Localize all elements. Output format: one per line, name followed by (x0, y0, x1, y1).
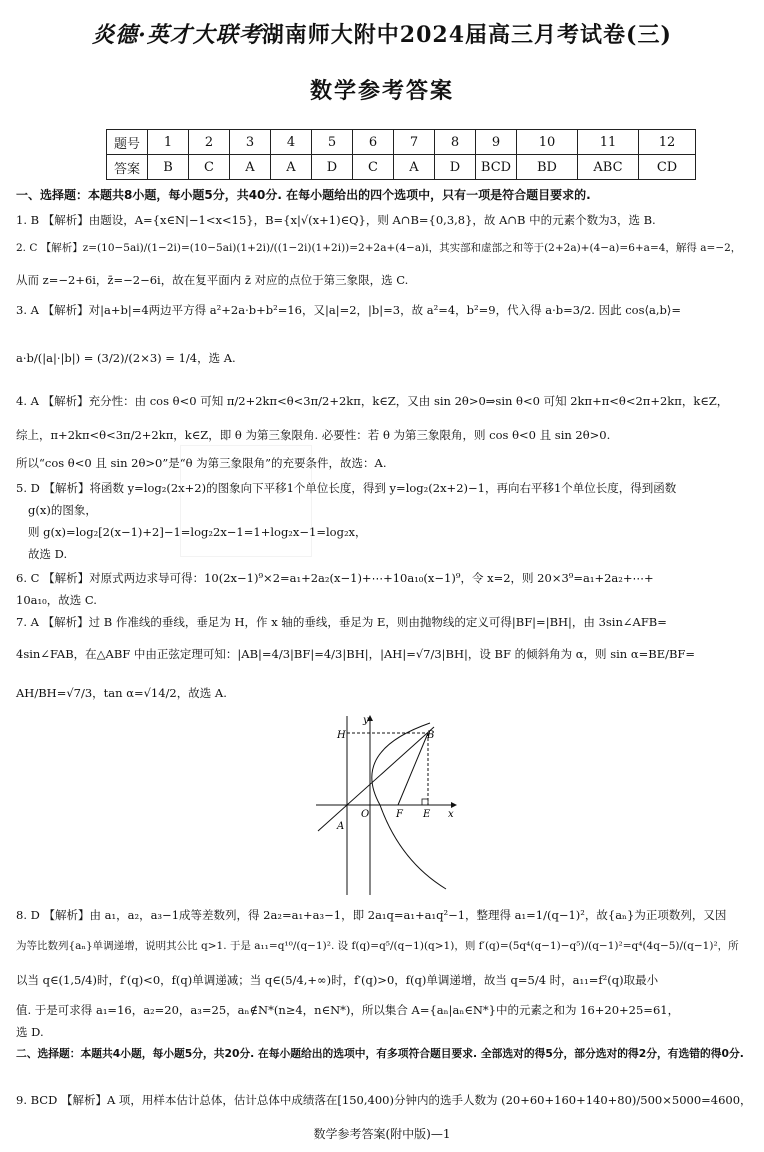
answer-cell: ABC (578, 155, 639, 180)
solution-9: 9. BCD 【解析】A 项，用样本估计总体，估计总体中成绩落在[150,400)分钟内的选手人数为 (20+60+160+140+80)/500×5000=4600， (16, 1093, 752, 1107)
answer-cell: A (230, 155, 271, 180)
answer-cell: BD (517, 155, 578, 180)
solution-8-line-4: 值. 于是可求得 a₁=16，a₂=20，a₃=25，aₙ∉N*(n≥4，n∈N*)，所以集合 A={aₙ|aₙ∈N*}中的元素之和为 16+20+25=61， (16, 1003, 680, 1017)
answer-cell: C (353, 155, 394, 180)
question-number-cell: 10 (517, 130, 578, 155)
parabola-curve (372, 723, 446, 889)
label-o: O (361, 809, 370, 820)
row-label-answer: 答案 (107, 155, 148, 180)
solution-2-line-2: 从而 z=−2+6i，z̄=−2−6i，故在复平面内 z̄ 对应的点位于第三象限，选 C. (16, 273, 409, 287)
solution-5-line-4: 故选 D. (28, 547, 68, 561)
solution-6-line-2: 10a₁₀，故选 C. (16, 593, 97, 607)
line-ab (318, 727, 434, 831)
label-e: E (423, 809, 431, 820)
answer-cell: C (189, 155, 230, 180)
solution-1: 1. B 【解析】由题设，A={x∈N|−1<x<15}，B={x|√(x+1)∈Q}，则 A∩B={0,3,8}，故 A∩B 中的元素个数为3，选 B. (16, 213, 656, 227)
answer-cell: B (148, 155, 189, 180)
solution-8-line-2: 为等比数列{aₙ}单调递增，说明其公比 q>1. 于是 a₁₁=q¹⁰/(q−1)². 设 f(q)=q⁵/(q−1)(q>1)，则 f′(q)=(5q⁴(q−1)−q⁵)/(q−1)²=q⁴(4q−5)/(q−1)²，所 (16, 940, 739, 952)
label-a: A (337, 821, 345, 832)
solution-7-line-1: 7. A 【解析】过 B 作准线的垂线，垂足为 H，作 x 轴的垂线，垂足为 E，则由抛物线的定义可得|BF|=|BH|，由 3sin∠AFB= (16, 615, 667, 629)
solution-7-line-3: AH/BH=√7/3，tan α=√14/2，故选 A. (16, 686, 227, 700)
solution-8-line-1: 8. D 【解析】由 a₁，a₂，a₃−1成等差数列，得 2a₂=a₁+a₃−1，即 2a₁q=a₁+a₁q²−1，整理得 a₁=1/(q−1)²，故{aₙ}为正项数列，又因 (16, 908, 727, 922)
solution-4-line-3: 所以“cos θ<0 且 sin 2θ>0”是“θ 为第三象限角”的充要条件，故选：A. (16, 456, 387, 470)
row-label-number: 题号 (107, 130, 148, 155)
answer-cell: BCD (476, 155, 517, 180)
exam-title: 湖南师大附中2024届高三月考试卷(三) (261, 22, 672, 48)
solution-7-line-2: 4sin∠FAB，在△ABF 中由正弦定理可知：|AB|=4/3|BF|=4/3|BH|，|AH|=√7/3|BH|，设 BF 的倾斜角为 α，则 sin α=BE/BF= (16, 647, 696, 661)
solution-5-line-1: 5. D 【解析】将函数 y=log₂(2x+2)的图象向下平移1个单位长度，得到 y=log₂(2x+2)−1，再向右平移1个单位长度，得到函数 (16, 481, 677, 495)
answer-cell: D (435, 155, 476, 180)
page-footer: 数学参考答案(附中版)—1 (313, 1127, 451, 1141)
watermark (180, 445, 312, 557)
solution-4-line-2: 综上，π+2kπ<θ<3π/2+2kπ，k∈Z，即 θ 为第三象限角. 必要性：若 θ 为第三象限角，则 cos θ<0 且 sin 2θ>0. (16, 428, 611, 442)
solution-3-line-2: a·b/(|a|·|b|) = (3/2)/(2×3) = 1/4，选 A. (16, 351, 236, 365)
question-number-cell: 5 (312, 130, 353, 155)
right-angle-mark (422, 799, 428, 805)
answer-table-answer-row (107, 155, 696, 180)
question-number-cell: 3 (230, 130, 271, 155)
question-number-cell: 7 (394, 130, 435, 155)
solution-2-line-1: 2. C 【解析】z=(10−5ai)/(1−2i)=(10−5ai)(1+2i)/((1−2i)(1+2i))=2+2a+(4−a)i，其实部和虚部之和等于(2+2a)+(4−a)=6+a=4，解得 a=−2， (16, 242, 742, 254)
label-h: H (337, 730, 346, 741)
answer-cell: CD (639, 155, 696, 180)
question-number-cell: 2 (189, 130, 230, 155)
question-number-cell: 6 (353, 130, 394, 155)
question-number-cell: 12 (639, 130, 696, 155)
section-one-heading: 一、选择题：本题共8小题，每小题5分，共40分. 在每小题给出的四个选项中，只有一项是符合题目要求的. (16, 188, 591, 202)
segment-bf (398, 733, 428, 805)
label-x: x (448, 809, 454, 820)
section-two-heading: 二、选择题：本题共4小题，每小题5分，共20分. 在每小题给出的选项中，有多项符合题目要求. 全部选对的得5分，部分选对的得2分，有选错的得0分. (16, 1047, 744, 1060)
answer-table-number-row (107, 130, 696, 155)
solution-3-line-1: 3. A 【解析】对|a+b|=4两边平方得 a²+2a·b+b²=16，又|a|=2，|b|=3，故 a²=4，b²=9，代入得 a·b=3/2. 因此 cos⟨a,b⟩= (16, 303, 681, 317)
label-y: y (363, 715, 369, 726)
question-number-cell: 8 (435, 130, 476, 155)
solution-8-line-5: 选 D. (16, 1025, 44, 1039)
page-title: 数学参考答案 (309, 79, 454, 104)
parabola-figure (310, 711, 460, 897)
question-number-cell: 1 (148, 130, 189, 155)
answer-cell: A (271, 155, 312, 180)
question-number-cell: 11 (578, 130, 639, 155)
solution-5-line-2: g(x)的图象， (28, 503, 97, 517)
solution-8-line-3: 以当 q∈(1,5/4)时，f′(q)<0，f(q)单调递减；当 q∈(5/4,+∞)时，f′(q)>0，f(q)单调递增，故当 q=5/4 时，a₁₁=f²(q)取最小 (16, 973, 659, 987)
brand-name: 炎德·英才大联考 (92, 22, 262, 48)
solution-6-line-1: 6. C 【解析】对原式两边求导可得：10(2x−1)⁹×2=a₁+2a₂(x−1)+⋯+10a₁₀(x−1)⁹，令 x=2，则 20×3⁹=a₁+2a₂+⋯+ (16, 571, 654, 585)
question-number-cell: 9 (476, 130, 517, 155)
solution-4-line-1: 4. A 【解析】充分性：由 cos θ<0 可知 π/2+2kπ<θ<3π/2+2kπ，k∈Z，又由 sin 2θ>0⇒sin θ<0 可知 2kπ+π<θ<2π+2kπ，k∈Z， (16, 394, 729, 408)
label-f: F (396, 809, 403, 820)
question-number-cell: 4 (271, 130, 312, 155)
solution-5-line-3: 则 g(x)=log₂[2(x−1)+2]−1=log₂2x−1=1+log₂x−1=log₂x， (28, 525, 367, 539)
exam-header (0, 18, 764, 49)
answer-table (106, 129, 696, 180)
answer-cell: A (394, 155, 435, 180)
label-b: B (427, 730, 435, 741)
answer-cell: D (312, 155, 353, 180)
